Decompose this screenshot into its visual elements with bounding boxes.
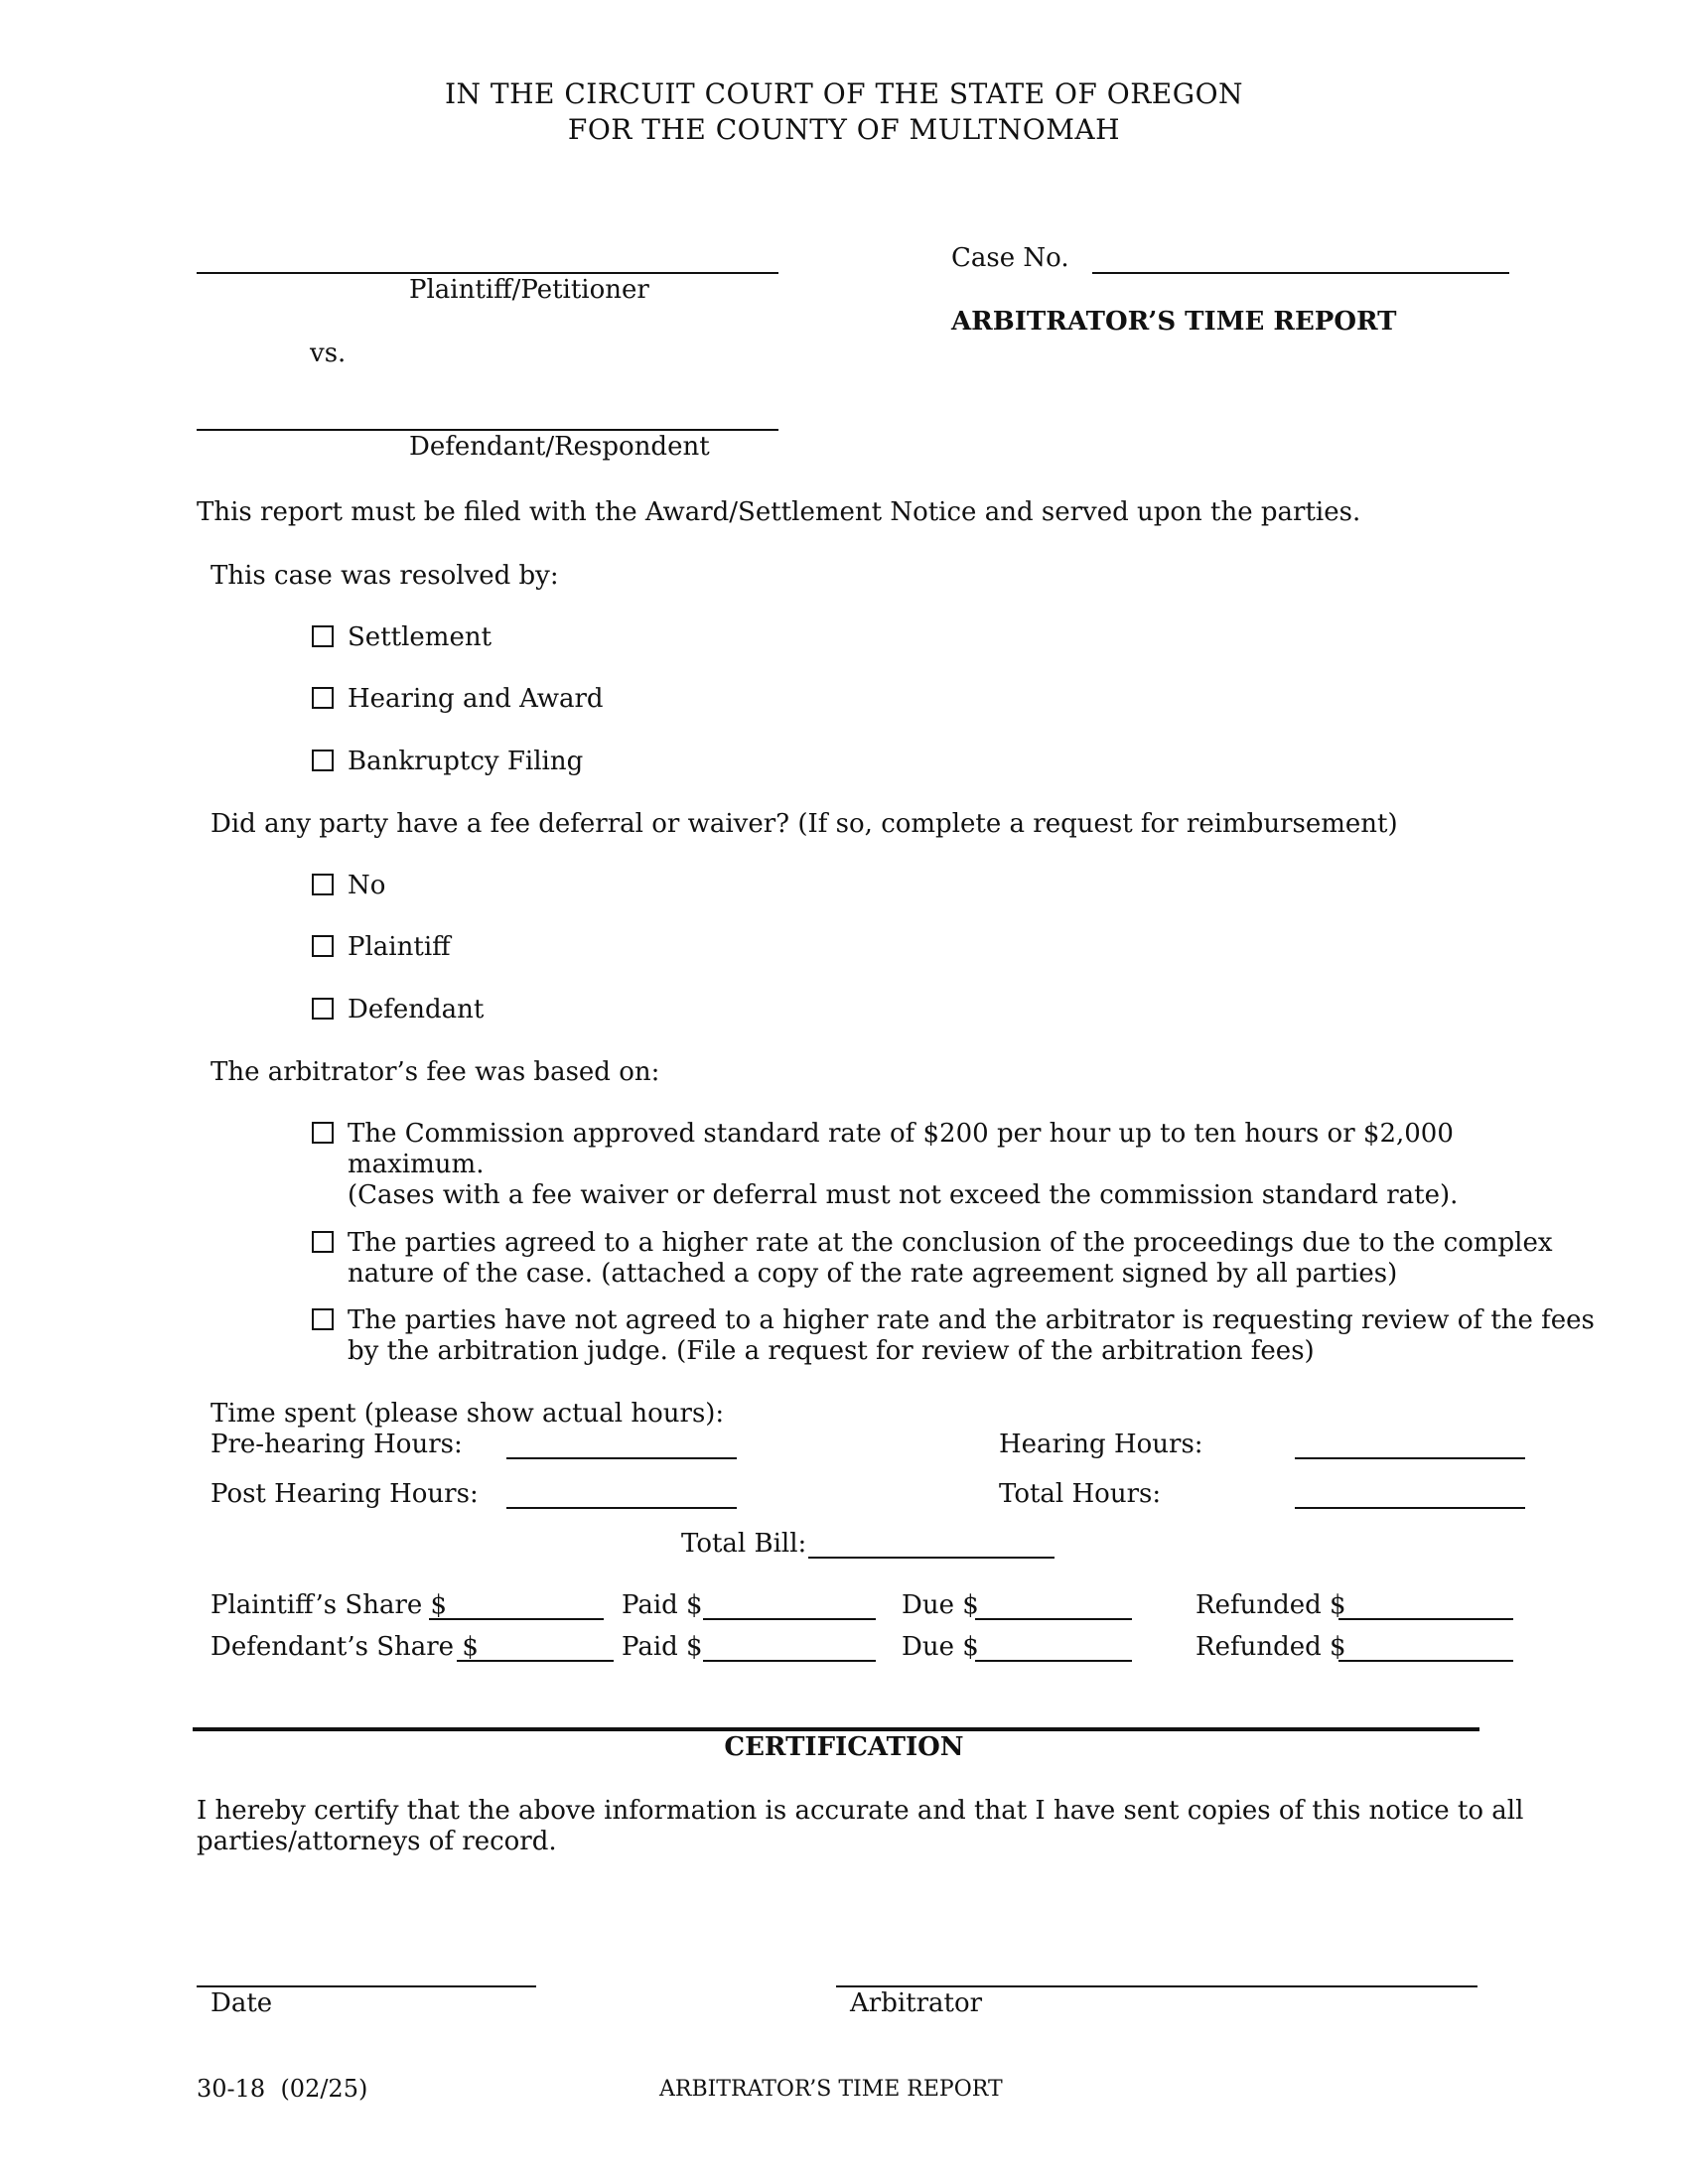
filing-instruction: This report must be filed with the Award/Settlement Notice and served upon the parties. bbox=[197, 497, 1361, 527]
defendant-paid-field[interactable] bbox=[703, 1660, 876, 1662]
hearing-award-label: Hearing and Award bbox=[348, 684, 604, 714]
plaintiff-due-label: Due $ bbox=[902, 1590, 979, 1620]
defendant-refunded-field[interactable] bbox=[1338, 1660, 1513, 1662]
deferral-no-checkbox[interactable] bbox=[312, 874, 334, 895]
defendant-refunded-label: Refunded $ bbox=[1196, 1632, 1346, 1662]
deferral-defendant-label: Defendant bbox=[348, 995, 485, 1024]
total-bill-field[interactable] bbox=[808, 1557, 1055, 1559]
plaintiff-label: Plaintiff/Petitioner bbox=[409, 275, 649, 305]
hearing-award-checkbox[interactable] bbox=[312, 687, 334, 709]
total-bill-label: Total Bill: bbox=[681, 1529, 807, 1559]
time-spent-heading: Time spent (please show actual hours): bbox=[211, 1399, 725, 1429]
hearing-field[interactable] bbox=[1295, 1457, 1525, 1459]
form-number: 30-18 (02/25) bbox=[197, 2075, 368, 2103]
date-label: Date bbox=[211, 1988, 273, 2018]
vs-label: vs. bbox=[310, 339, 347, 368]
deferral-plaintiff-checkbox[interactable] bbox=[312, 935, 334, 957]
defendant-due-label: Due $ bbox=[902, 1632, 979, 1662]
review-requested-checkbox[interactable] bbox=[312, 1308, 334, 1330]
standard-rate-line3: (Cases with a fee waiver or deferral must not exceed the commission standard rate). bbox=[348, 1180, 1459, 1210]
total-hours-label: Total Hours: bbox=[999, 1479, 1162, 1509]
plaintiff-paid-label: Paid $ bbox=[622, 1590, 703, 1620]
bankruptcy-checkbox[interactable] bbox=[312, 750, 334, 771]
defendant-share-field[interactable] bbox=[457, 1660, 614, 1662]
court-header-line1: IN THE CIRCUIT COURT OF THE STATE OF OREGON bbox=[444, 77, 1244, 110]
settlement-checkbox[interactable] bbox=[312, 625, 334, 647]
hearing-label: Hearing Hours: bbox=[999, 1430, 1203, 1459]
higher-rate-agreed-line1: The parties agreed to a higher rate at the conclusion of the proceedings due to the complex bbox=[348, 1228, 1553, 1258]
review-requested-line2: by the arbitration judge. (File a request for review of the arbitration fees) bbox=[348, 1336, 1315, 1366]
form-title: ARBITRATOR’S TIME REPORT bbox=[951, 307, 1397, 337]
post-hearing-field[interactable] bbox=[506, 1507, 737, 1509]
deferral-plaintiff-label: Plaintiff bbox=[348, 932, 451, 962]
standard-rate-line2: maximum. bbox=[348, 1150, 485, 1179]
case-no-label: Case No. bbox=[951, 243, 1069, 273]
case-no-field[interactable] bbox=[1092, 272, 1509, 274]
defendant-share-label: Defendant’s Share $ bbox=[211, 1632, 479, 1662]
footer-form-name: ARBITRATOR’S TIME REPORT bbox=[659, 2077, 1003, 2102]
plaintiff-paid-field[interactable] bbox=[703, 1618, 876, 1620]
court-header-line2: FOR THE COUNTY OF MULTNOMAH bbox=[567, 113, 1121, 146]
total-hours-field[interactable] bbox=[1295, 1507, 1525, 1509]
plaintiff-refunded-label: Refunded $ bbox=[1196, 1590, 1346, 1620]
settlement-label: Settlement bbox=[348, 622, 492, 652]
higher-rate-agreed-line2: nature of the case. (attached a copy of the rate agreement signed by all parties) bbox=[348, 1259, 1398, 1289]
defendant-paid-label: Paid $ bbox=[622, 1632, 703, 1662]
bankruptcy-label: Bankruptcy Filing bbox=[348, 747, 584, 776]
plaintiff-due-field[interactable] bbox=[975, 1618, 1132, 1620]
defendant-due-field[interactable] bbox=[975, 1660, 1132, 1662]
deferral-defendant-checkbox[interactable] bbox=[312, 998, 334, 1020]
defendant-label: Defendant/Respondent bbox=[409, 432, 710, 462]
review-requested-line1: The parties have not agreed to a higher rate and the arbitrator is requesting review of the fees bbox=[348, 1305, 1595, 1335]
deferral-no-label: No bbox=[348, 871, 386, 900]
plaintiff-refunded-field[interactable] bbox=[1338, 1618, 1513, 1620]
higher-rate-agreed-checkbox[interactable] bbox=[312, 1231, 334, 1253]
fee-basis-question: The arbitrator’s fee was based on: bbox=[211, 1057, 660, 1087]
deferral-question: Did any party have a fee deferral or waiver? (If so, complete a request for reimbursement) bbox=[211, 809, 1398, 839]
arbitrator-label: Arbitrator bbox=[850, 1988, 983, 2018]
standard-rate-checkbox[interactable] bbox=[312, 1122, 334, 1144]
plaintiff-share-field[interactable] bbox=[429, 1618, 604, 1620]
standard-rate-line1: The Commission approved standard rate of $200 per hour up to ten hours or $2,000 bbox=[348, 1119, 1454, 1149]
plaintiff-share-label: Plaintiff’s Share $ bbox=[211, 1590, 448, 1620]
certification-title: CERTIFICATION bbox=[724, 1732, 964, 1762]
post-hearing-label: Post Hearing Hours: bbox=[211, 1479, 479, 1509]
pre-hearing-label: Pre-hearing Hours: bbox=[211, 1430, 463, 1459]
certification-text-line1: I hereby certify that the above information is accurate and that I have sent copies of this notice to all bbox=[197, 1796, 1524, 1826]
resolved-question: This case was resolved by: bbox=[211, 561, 559, 591]
pre-hearing-field[interactable] bbox=[506, 1457, 737, 1459]
certification-text-line2: parties/attorneys of record. bbox=[197, 1827, 557, 1856]
